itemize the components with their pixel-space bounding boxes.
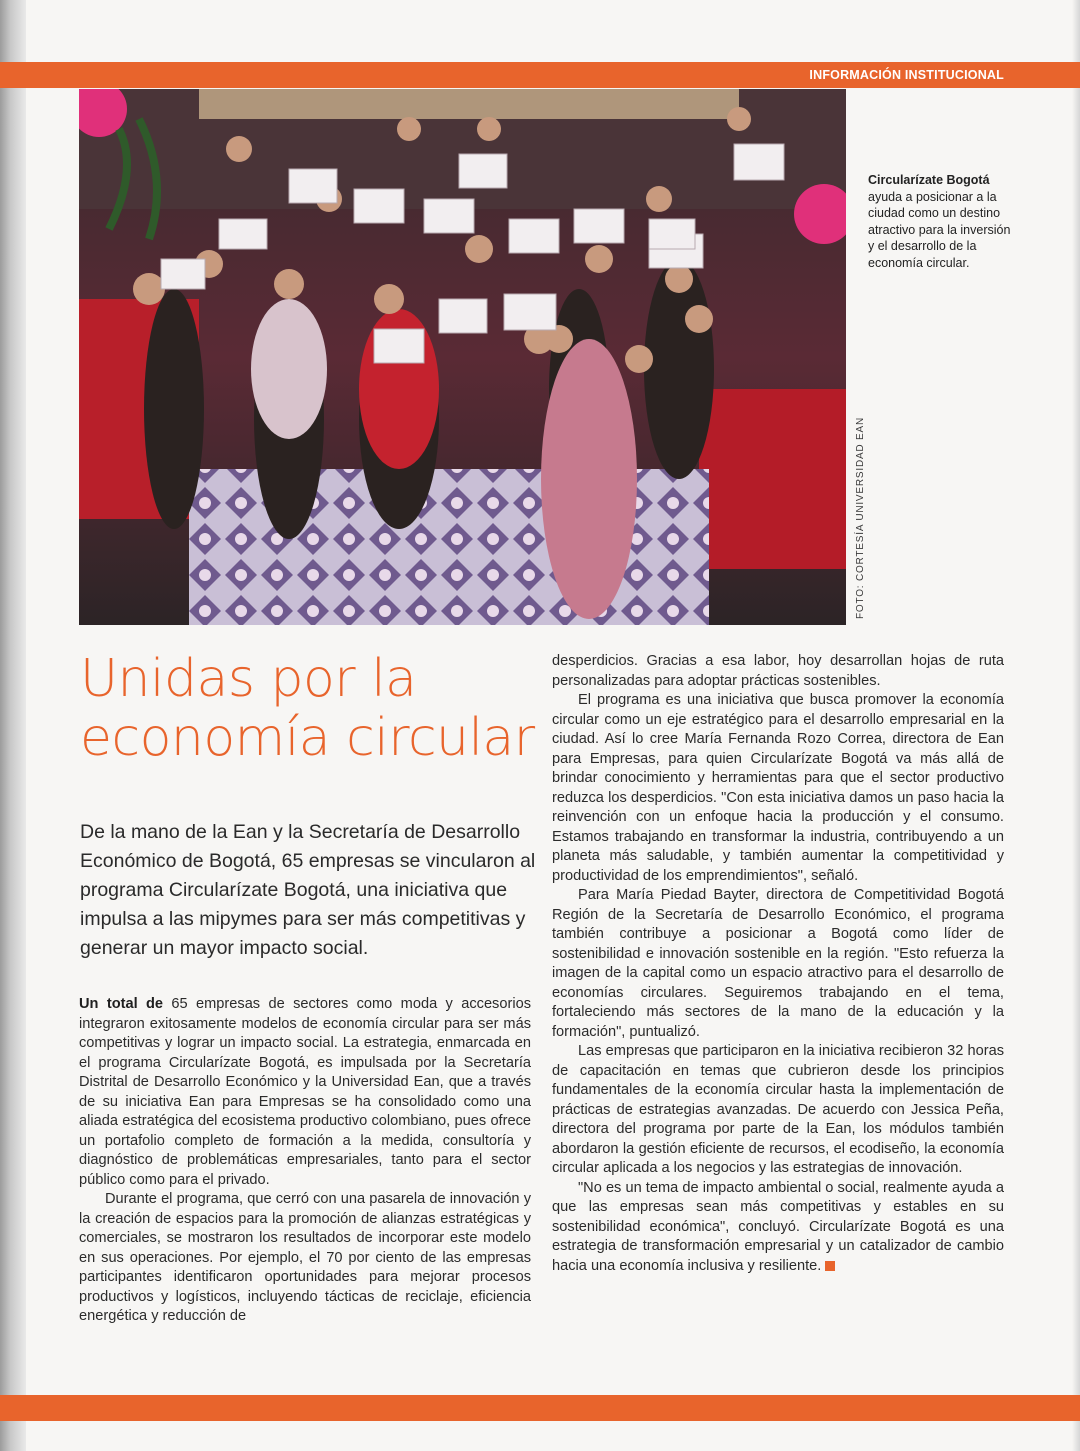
paragraph [552, 1179, 1004, 1277]
paragraph: Para María Piedad Bayter, directora de Competitividad Bogotá Región de la Secretaría de Desarrollo Económico, el programa también contribuye a posicionar a Bogotá como líder de sostenibilidad e innovación sostenible en la región. "Esto refuerza la imagen de la capital como un espacio atractivo para el desarrollo de economías circulares. Seguiremos trabajando en el tema, fortaleciendo más sectores de la mano de la educación y la formación", puntualizó. [552, 887, 1004, 1040]
photo-caption [868, 172, 1018, 271]
photo-credit-text: FOTO: CORTESÍA UNIVERSIDAD EAN [855, 417, 866, 619]
headline-line-1: Unidas por la [80, 649, 417, 709]
page-spine-shadow [0, 0, 26, 1451]
article-lead: De la mano de la Ean y la Secretaría de Desarrollo Económico de Bogotá, 65 empresas se vincularon al programa Circularízate Bogotá, una iniciativa que impulsa a las mipymes para ser más competitivas y generar un mayor impacto social. [80, 821, 536, 959]
group-photo-illustration [79, 89, 846, 625]
article-column-left [79, 995, 531, 1327]
paragraph: El programa es una iniciativa que busca promover la economía circular como un eje estratégico para el desarrollo empresarial en la ciudad. Así lo cree María Fernanda Rozo Correa, directora de Ean para Empresas, para quien Circularízate Bogotá va más allá de brindar conocimiento y herramientas para que el sector productivo reduzca los desperdicios. "Con esta iniciativa damos un paso hacia la reinvención con un enfoque hacia la producción y el consumo. Estamos trabajando en transformar la industria, contribuyendo a un planeta más saludable, y también aumentar la competitividad y productividad de los emprendimientos", señaló. [552, 692, 1004, 884]
article-photo [79, 89, 846, 625]
article-headline [80, 650, 540, 768]
headline-line-2: economía circular [80, 708, 535, 768]
paragraph [79, 995, 531, 1190]
paragraph: desperdicios. Gracias a esa labor, hoy desarrollan hojas de ruta personalizadas para adoptar prácticas sostenibles. [552, 653, 1004, 689]
page-edge-shadow [1072, 0, 1080, 1451]
caption-lead: Circularízate Bogotá [868, 173, 990, 187]
footer-bar [0, 1395, 1080, 1421]
paragraph-text: "No es un tema de impacto ambiental o social, realmente ayuda a que las empresas sean más competitivas y estables en su sostenibilidad económica", concluyó. Circularízate Bogotá es una estrategia de transformación empresarial y un catalizador de cambio hacia una economía inclusiva y resiliente. [552, 1179, 1004, 1274]
section-header-bar [0, 62, 1080, 88]
square-end-mark-icon [825, 1261, 835, 1271]
paragraph: Las empresas que participaron en la iniciativa recibieron 32 horas de capacitación en temas que cubrieron desde los principios fundamentales de la economía circular hasta la implementación de prácticas de estrategias avanzadas. De acuerdo con Jessica Peña, directora del programa por parte de la Ean, los módulos también abordaron la gestión eficiente de recursos, el ecodiseño, la economía circular aplicada a los negocios y las estrategias de innovación. [552, 1043, 1004, 1176]
paragraph-text: 65 empresas de sectores como moda y accesorios integraron exitosamente modelos de economía circular para ser más competitivas y lograr un impacto social. La estrategia, enmarcada en el programa Circularízate Bogotá, es impulsada por la Secretaría Distrital de Desarrollo Económico y la Universidad Ean, que a través de su iniciativa Ean para Empresas se ha consolidado como una aliada estratégica del ecosistema productivo colombiano, pues ofrece un portafolio completo de formación a la medida, consultoría y diagnóstico de problemáticas empresariales, tanto para el sector público como para el privado. [79, 996, 531, 1188]
section-label: INFORMACIÓN INSTITUCIONAL [809, 68, 1004, 82]
article-column-right [552, 652, 1004, 1276]
photo-credit [846, 89, 864, 625]
paragraph-lead-in: Un total de [79, 996, 164, 1012]
caption-text: ayuda a posicionar a la ciudad como un destino atractivo para la inversión y el desarrollo de la economía circular. [868, 189, 1011, 270]
paragraph: Durante el programa, que cerró con una pasarela de innovación y la creación de espacios para la promoción de alianzas estratégicas y comerciales, se mostraron los resultados de incorporar este modelo en sus operaciones. Por ejemplo, el 70 por ciento de las empresas participantes identificaron oportunidades para mejorar procesos productivos y logísticos, incluyendo tácticas de reciclaje, eficiencia energética y reducción de [79, 1191, 531, 1324]
